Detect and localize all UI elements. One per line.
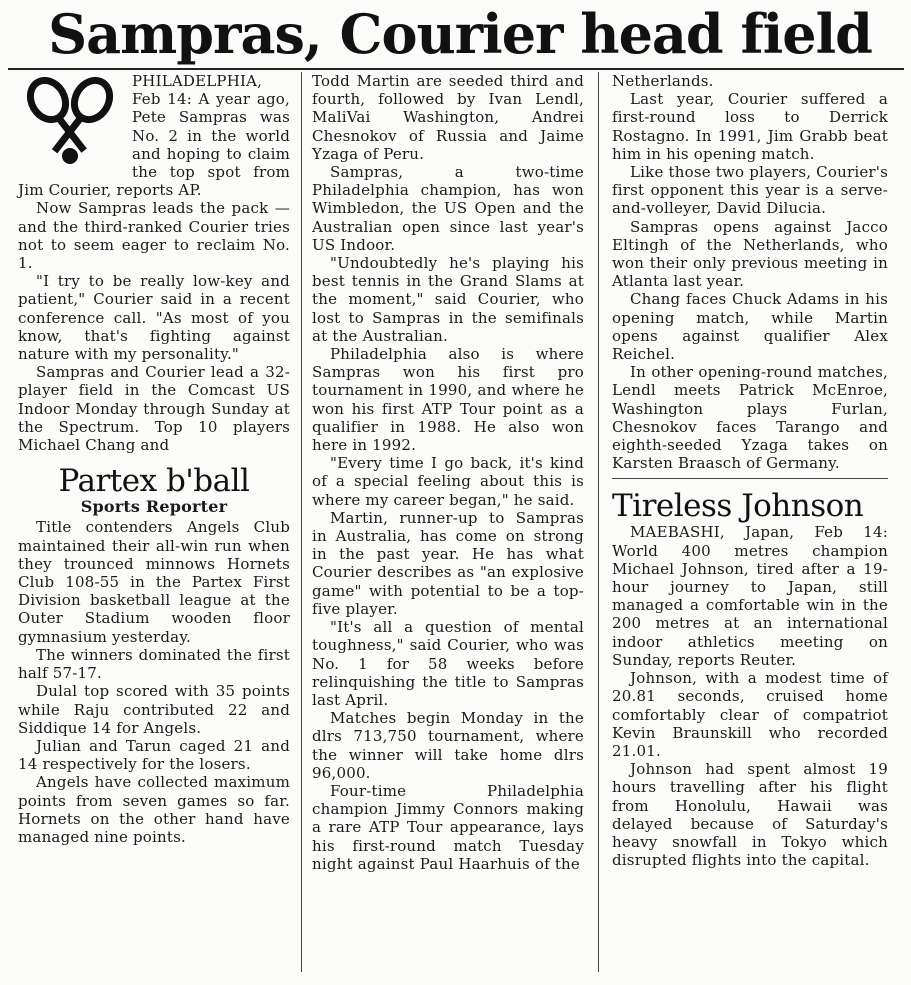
article-paragraph: Martin, runner-up to Sampras in Australia, has come on strong in the past year. He has what Courier describes as "an explosive game" with potential to be a top-five player. (312, 508, 584, 618)
article-paragraph: "Every time I go back, it's kind of a special feeling about this is where my career began," he said. (312, 454, 584, 509)
article-paragraph: Like those two players, Courier's first opponent this year is a serve-and-volleyer, David Dilucia. (612, 163, 888, 218)
crossed-tennis-rackets-icon (18, 72, 122, 166)
article-paragraph: Netherlands. (612, 72, 714, 90)
article-paragraph: Dulal top scored with 35 points while Raju contributed 22 and Siddique 14 for Angels. (18, 682, 290, 737)
article-paragraph: MAEBASHI, Japan, Feb 14: World 400 metres champion Michael Johnson, tired after a 19-hour journey to Japan, still managed a comfortable win in the 200 metres at an international indoor athletics meeting on Sunday, reports Reuter. (612, 523, 888, 669)
article-paragraph: Sampras and Courier lead a 32-player field in the Comcast US Indoor Monday through Sunday at the Spectrum. Top 10 players Michael Chang and (18, 363, 290, 455)
byline: Sports Reporter (80, 497, 228, 517)
article-paragraph: Angels have collected maximum points from seven games so far. Hornets on the other hand have managed nine points. (18, 773, 290, 846)
article-paragraph: PHILADELPHIA, Feb 14: A year ago, Pete Sampras was No. 2 in the world and hoping to claim the top spot from Jim Courier, reports AP. (18, 72, 290, 200)
article-paragraph: The winners dominated the first half 57-17. (18, 645, 290, 683)
article-paragraph: "It's all a question of mental toughness," said Courier, who was No. 1 for 58 weeks before relinquishing the title to Sampras last April. (312, 618, 584, 709)
article-paragraph: Sampras opens against Jacco Eltingh of the Netherlands, who won their only previous meeting in Atlanta last year. (612, 217, 888, 291)
sub-headline-johnson: Tireless Johnson (612, 488, 864, 525)
article-paragraph: Johnson, with a modest time of 20.81 seconds, cruised home comfortably clear of compatriot Kevin Braunskill who recorded 21.01. (612, 669, 888, 760)
article-paragraph: In other opening-round matches, Lendl meets Patrick McEnroe, Washington plays Furlan, Chesnokov faces Tarango and eighth-seeded Yzaga takes on Karsten Braasch of Germany. (612, 363, 888, 473)
sub-headline-partex: Partex b'ball (58, 463, 250, 500)
article-column-1 (18, 72, 290, 846)
article-column-2 (312, 72, 584, 873)
section-divider (612, 478, 888, 479)
article-paragraph: Title contenders Angels Club maintained their all-win run when they trounced minnows Hornets Club 108-55 in the Partex First Division basketball league at the Outer Stadium wooden floor gymnasium yesterday. (18, 518, 290, 646)
article-paragraph: Julian and Tarun caged 21 and 14 respectively for the losers. (18, 736, 290, 774)
column-divider (301, 72, 302, 972)
article-paragraph: Johnson had spent almost 19 hours travelling after his flight from Honolulu, Hawaii was delayed because of Saturday's heavy snowfall in Tokyo which disrupted flights into the capital. (612, 760, 888, 870)
article-paragraph: Four-time Philadelphia champion Jimmy Connors making a rare ATP Tour appearance, lays his first-round match Tuesday night against Paul Haarhuis of the (312, 781, 584, 873)
article-paragraph: Now Sampras leads the pack — and the third-ranked Courier tries not to seem eager to reclaim No. 1. (18, 199, 290, 273)
article-paragraph: Todd Martin are seeded third and fourth, followed by Ivan Lendl, MaliVai Washington, Andrei Chesnokov of Russia and Jaime Yzaga of Peru. (312, 72, 584, 163)
article-paragraph: Matches begin Monday in the dlrs 713,750 tournament, where the winner will take home dlrs 96,000. (312, 709, 584, 782)
page-headline: Sampras, Courier head field (48, 2, 872, 66)
article-column-3 (612, 72, 888, 869)
article-paragraph: Philadelphia also is where Sampras won his first pro tournament in 1990, and where he won his first ATP Tour point as a qualifier in 1988. He also won here in 1992. (312, 345, 584, 455)
article-paragraph: "I try to be really low-key and patient," Courier said in a recent conference call. "As most of you know, that's fighting against nature with my personality." (18, 272, 290, 364)
column-divider (598, 72, 599, 972)
article-paragraph: Sampras, a two-time Philadelphia champion, has won Wimbledon, the US Open and the Australian open since last year's US Indoor. (312, 163, 584, 254)
article-paragraph: "Undoubtedly he's playing his best tennis in the Grand Slams at the moment," said Courier, who lost to Sampras in the semifinals at the Australian. (312, 254, 584, 345)
headline-rule (8, 68, 904, 70)
article-paragraph: Chang faces Chuck Adams in his opening match, while Martin opens against qualifier Alex Reichel. (612, 290, 888, 364)
article-paragraph: Last year, Courier suffered a first-round loss to Derrick Rostagno. In 1991, Jim Grabb beat him in his opening match. (612, 90, 888, 163)
